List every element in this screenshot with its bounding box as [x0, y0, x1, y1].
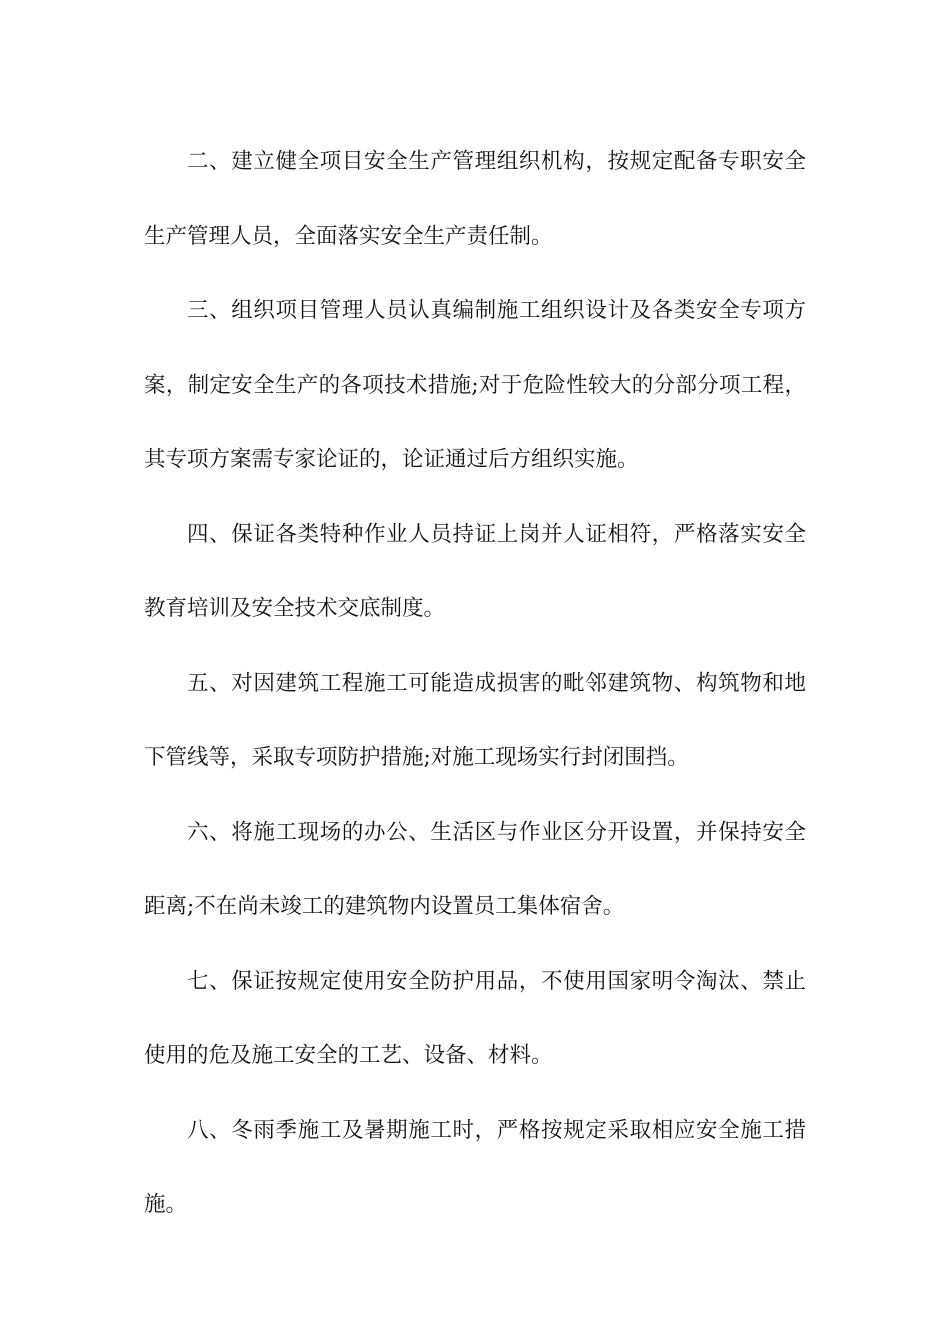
- paragraph-line: 程，其专项方案需专家论证的，论证通过后方组织实施。: [144, 372, 806, 472]
- paragraph-4: [144, 498, 806, 647]
- paragraph-line: 五、对因建筑工程施工可能造成损害的毗邻建筑物、构筑物和: [187, 670, 785, 696]
- paragraph-line: 四、保证各类特种作业人员持证上岗并人证相符，严格落实安: [187, 521, 785, 547]
- paragraph-6: [144, 796, 806, 945]
- paragraph-line: 止使用的危及施工安全的工艺、设备、材料。: [144, 968, 806, 1068]
- paragraph-line: 全教育培训及安全技术交底制度。: [144, 521, 806, 621]
- paragraph-3: [144, 274, 806, 498]
- paragraph-line: 方案，制定安全生产的各项技术措施;对于危险性较大的分部分项工: [144, 298, 806, 398]
- paragraph-7: [144, 945, 806, 1094]
- paragraph-line: 全生产管理人员，全面落实安全生产责任制。: [144, 149, 806, 249]
- paragraph-line: 六、将施工现场的办公、生活区与作业区分开设置，并保持安: [187, 819, 785, 845]
- paragraph-2: [144, 125, 806, 274]
- paragraph-line: 二、建立健全项目安全生产管理组织机构，按规定配备专职安: [187, 149, 785, 174]
- paragraph-8: [144, 1094, 806, 1243]
- paragraph-line: 全距离;不在尚未竣工的建筑物内设置员工集体宿舍。: [144, 819, 806, 919]
- paragraph-line: 三、组织项目管理人员认真编制施工组织设计及各类安全专项: [187, 298, 785, 323]
- paragraph-line: 措施。: [144, 1117, 806, 1217]
- paragraph-line: 八、冬雨季施工及暑期施工时，严格按规定采取相应安全施工: [187, 1117, 785, 1143]
- document-body: [144, 125, 806, 1243]
- paragraph-5: [144, 647, 806, 796]
- paragraph-line: 地下管线等，采取专项防护措施;对施工现场实行封闭围挡。: [144, 670, 806, 770]
- paragraph-line: 七、保证按规定使用安全防护用品，不使用国家明令淘汰、禁: [187, 968, 785, 994]
